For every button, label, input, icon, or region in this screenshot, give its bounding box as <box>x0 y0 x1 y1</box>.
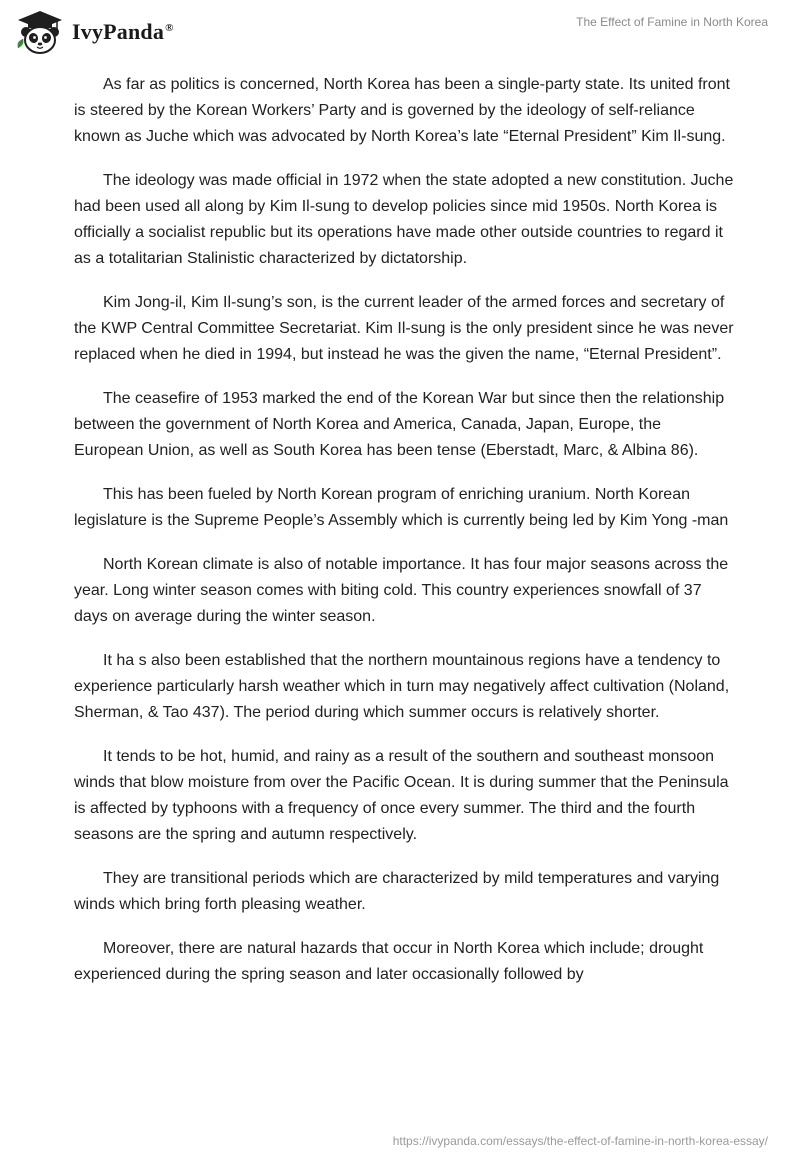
page-header <box>0 0 800 64</box>
paragraph: North Korean climate is also of notable importance. It has four major seasons across the year. Long winter season comes with biting cold. This country experiences snowfall of 37 days on average during the winter season. <box>74 556 729 625</box>
paragraph: Kim Jong-il, Kim Il-sung’s son, is the current leader of the armed forces and secretary of the KWP Central Committee Secretariat. Kim Il-sung is the only president since he was never replaced when he died in 1994, but instead he was the given the name, “Eternal President”. <box>74 294 734 363</box>
paragraph: Moreover, there are natural hazards that occur in North Korea which include; drought experienced during the spring season and later occasionally followed by <box>74 940 704 983</box>
paragraph: They are transitional periods which are characterized by mild temperatures and varying winds which bring forth pleasing weather. <box>74 870 720 913</box>
paragraph: The ceasefire of 1953 marked the end of the Korean War but since then the relationship between the government of North Korea and America, Canada, Japan, Europe, the European Union, as well as South Korea has been tense (Eberstadt, Marc, & Albina 86). <box>74 390 725 459</box>
paragraph: It tends to be hot, humid, and rainy as a result of the southern and southeast monsoon winds that blow moisture from over the Pacific Ocean. It is during summer that the Peninsula is affected by typhoons with a frequency of once every summer. The third and the fourth seasons are the spring and autumn respectively. <box>74 748 729 843</box>
essay-body <box>74 72 734 1006</box>
source-url[interactable]: https://ivypanda.com/essays/the-effect-of-famine-in-north-korea-essay/ <box>392 1134 768 1148</box>
brand-name: IvyPanda® <box>72 19 174 44</box>
paragraph: It ha s also been established that the northern mountainous regions have a tendency to experience particularly harsh weather which in turn may negatively affect cultivation (Noland, Sherman, & Tao 437). The period during which summer occurs is relatively shorter. <box>74 652 730 721</box>
paragraph: This has been fueled by North Korean program of enriching uranium. North Korean legislature is the Supreme People’s Assembly which is currently being led by Kim Yong -man <box>74 486 729 529</box>
ivypanda-logo[interactable] <box>14 8 174 56</box>
paragraph: The ideology was made official in 1972 when the state adopted a new constitution. Juche had been used all along by Kim Il-sung to develop policies since mid 1950s. North Korea is officially a socialist republic but its operations have made other outside countries to regard it as a totalitarian Stalinistic characterized by dictatorship. <box>74 172 734 267</box>
paragraph: As far as politics is concerned, North Korea has been a single-party state. Its united front is steered by the Korean Workers’ Party and is governed by the ideology of self-reliance known as Juche which was advocated by North Korea’s late “Eternal President” Kim Il-sung. <box>74 76 730 145</box>
document-title: The Effect of Famine in North Korea <box>576 15 768 29</box>
panda-graduate-icon <box>14 8 66 56</box>
